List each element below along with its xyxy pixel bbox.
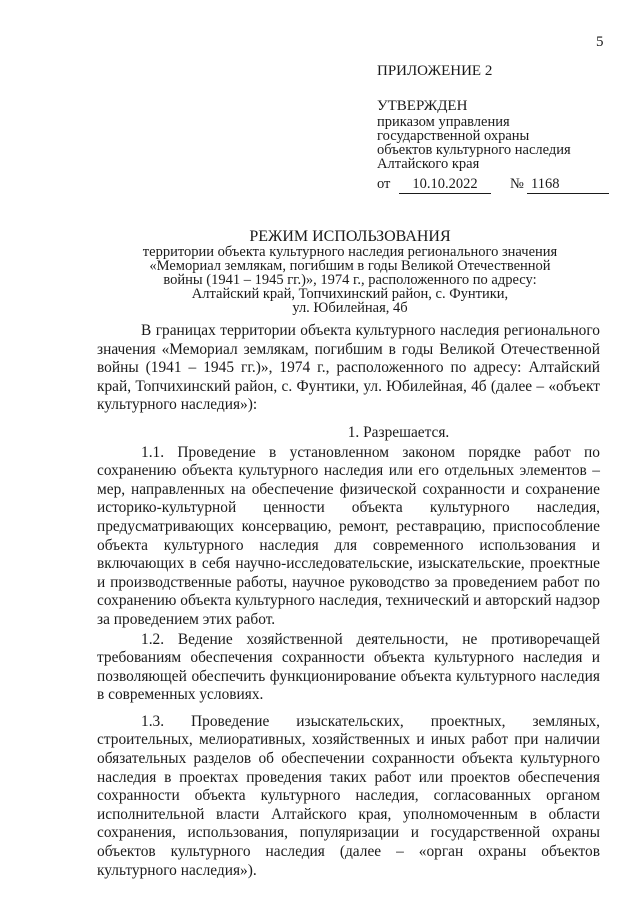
subtitle-line: ул. Юбилейная, 4б [292,300,408,316]
subtitle-line: территории объекта культурного наследия регионального значения [142,244,558,260]
order-date: 10.10.2022 [399,176,491,194]
document-body [97,322,600,880]
approval-block [377,63,617,196]
subtitle-line: Алтайский край, Топчихинский район, с. Фунтики, [191,286,509,302]
date-prefix: от [377,176,391,192]
appendix-label: ПРИЛОЖЕНИЕ 2 [377,63,493,79]
subtitle-line: войны (1941 – 1945 гг.)», 1974 г., расположенного по адресу: [163,272,537,288]
order-line: Алтайского края [377,156,480,172]
order-line: государственной охраны [377,128,530,144]
order-line: объектов культурного наследия [377,142,571,158]
order-number: 1168 [527,176,609,194]
subtitle-line: «Мемориал землякам, погибшим в годы Великой Отечественной [149,258,551,274]
clause-1-3: 1.3. Проведение изыскательских, проектных, земляных, строительных, мелиоративных, хозяйственных и иных работ при наличии обязательных разделов об обеспечении сохранности объекта культурного наследия в проектах проведения таких работ или проектов обеспечения сохранности объекта культурного наследия, согласованных органом исполнительной власти Алтайского края, уполномоченным в области сохранения, использования, популяризации и государственной охраны объектов культурного наследия (далее – «орган охраны объектов культурного наследия»). [97,712,600,879]
order-line: приказом управления [377,114,510,130]
page-number: 5 [596,34,604,50]
order-date-row [377,176,617,196]
number-sign: № [510,176,524,192]
document-title: РЕЖИМ ИСПОЛЬЗОВАНИЯ [249,228,451,245]
section-heading: 1. Разрешается. [347,423,450,441]
approved-label: УТВЕРЖДЕН [377,98,468,114]
document-title-block [100,228,600,315]
clause-1-1: 1.1. Проведение в установленном законом порядке работ по сохранению объекта культурного наследия или его отдельных элементов – мер, направленных на обеспечение физической сохранности и сохранение историко-культурной ценности объекта культурного наследия, предусматривающих консервацию, ремонт, реставрацию, приспособление объекта культурного наследия для современного использования и включающих в себя научно-исследовательские, изыскательские, проектные и производственные работы, научное руководство за проведением работ по сохранению объекта культурного наследия, технический и авторский надзор за проведением этих работ. [97,443,600,628]
clause-1-2: 1.2. Ведение хозяйственной деятельности, не противоречащей требованиям обеспечения сохранности объекта культурного наследия и позволяющей обеспечить функционирование объекта культурного наследия в современных условиях. [97,630,600,704]
intro-paragraph: В границах территории объекта культурного наследия регионального значения «Мемориал землякам, погибшим в годы Великой Отечественной войны (1941 – 1945 гг.)», 1974 г., расположенного по адресу: Алтайский край, Топчихинский район, с. Фунтики, ул. Юбилейная, 4б (далее – «объект культурного наследия»): [97,322,600,414]
